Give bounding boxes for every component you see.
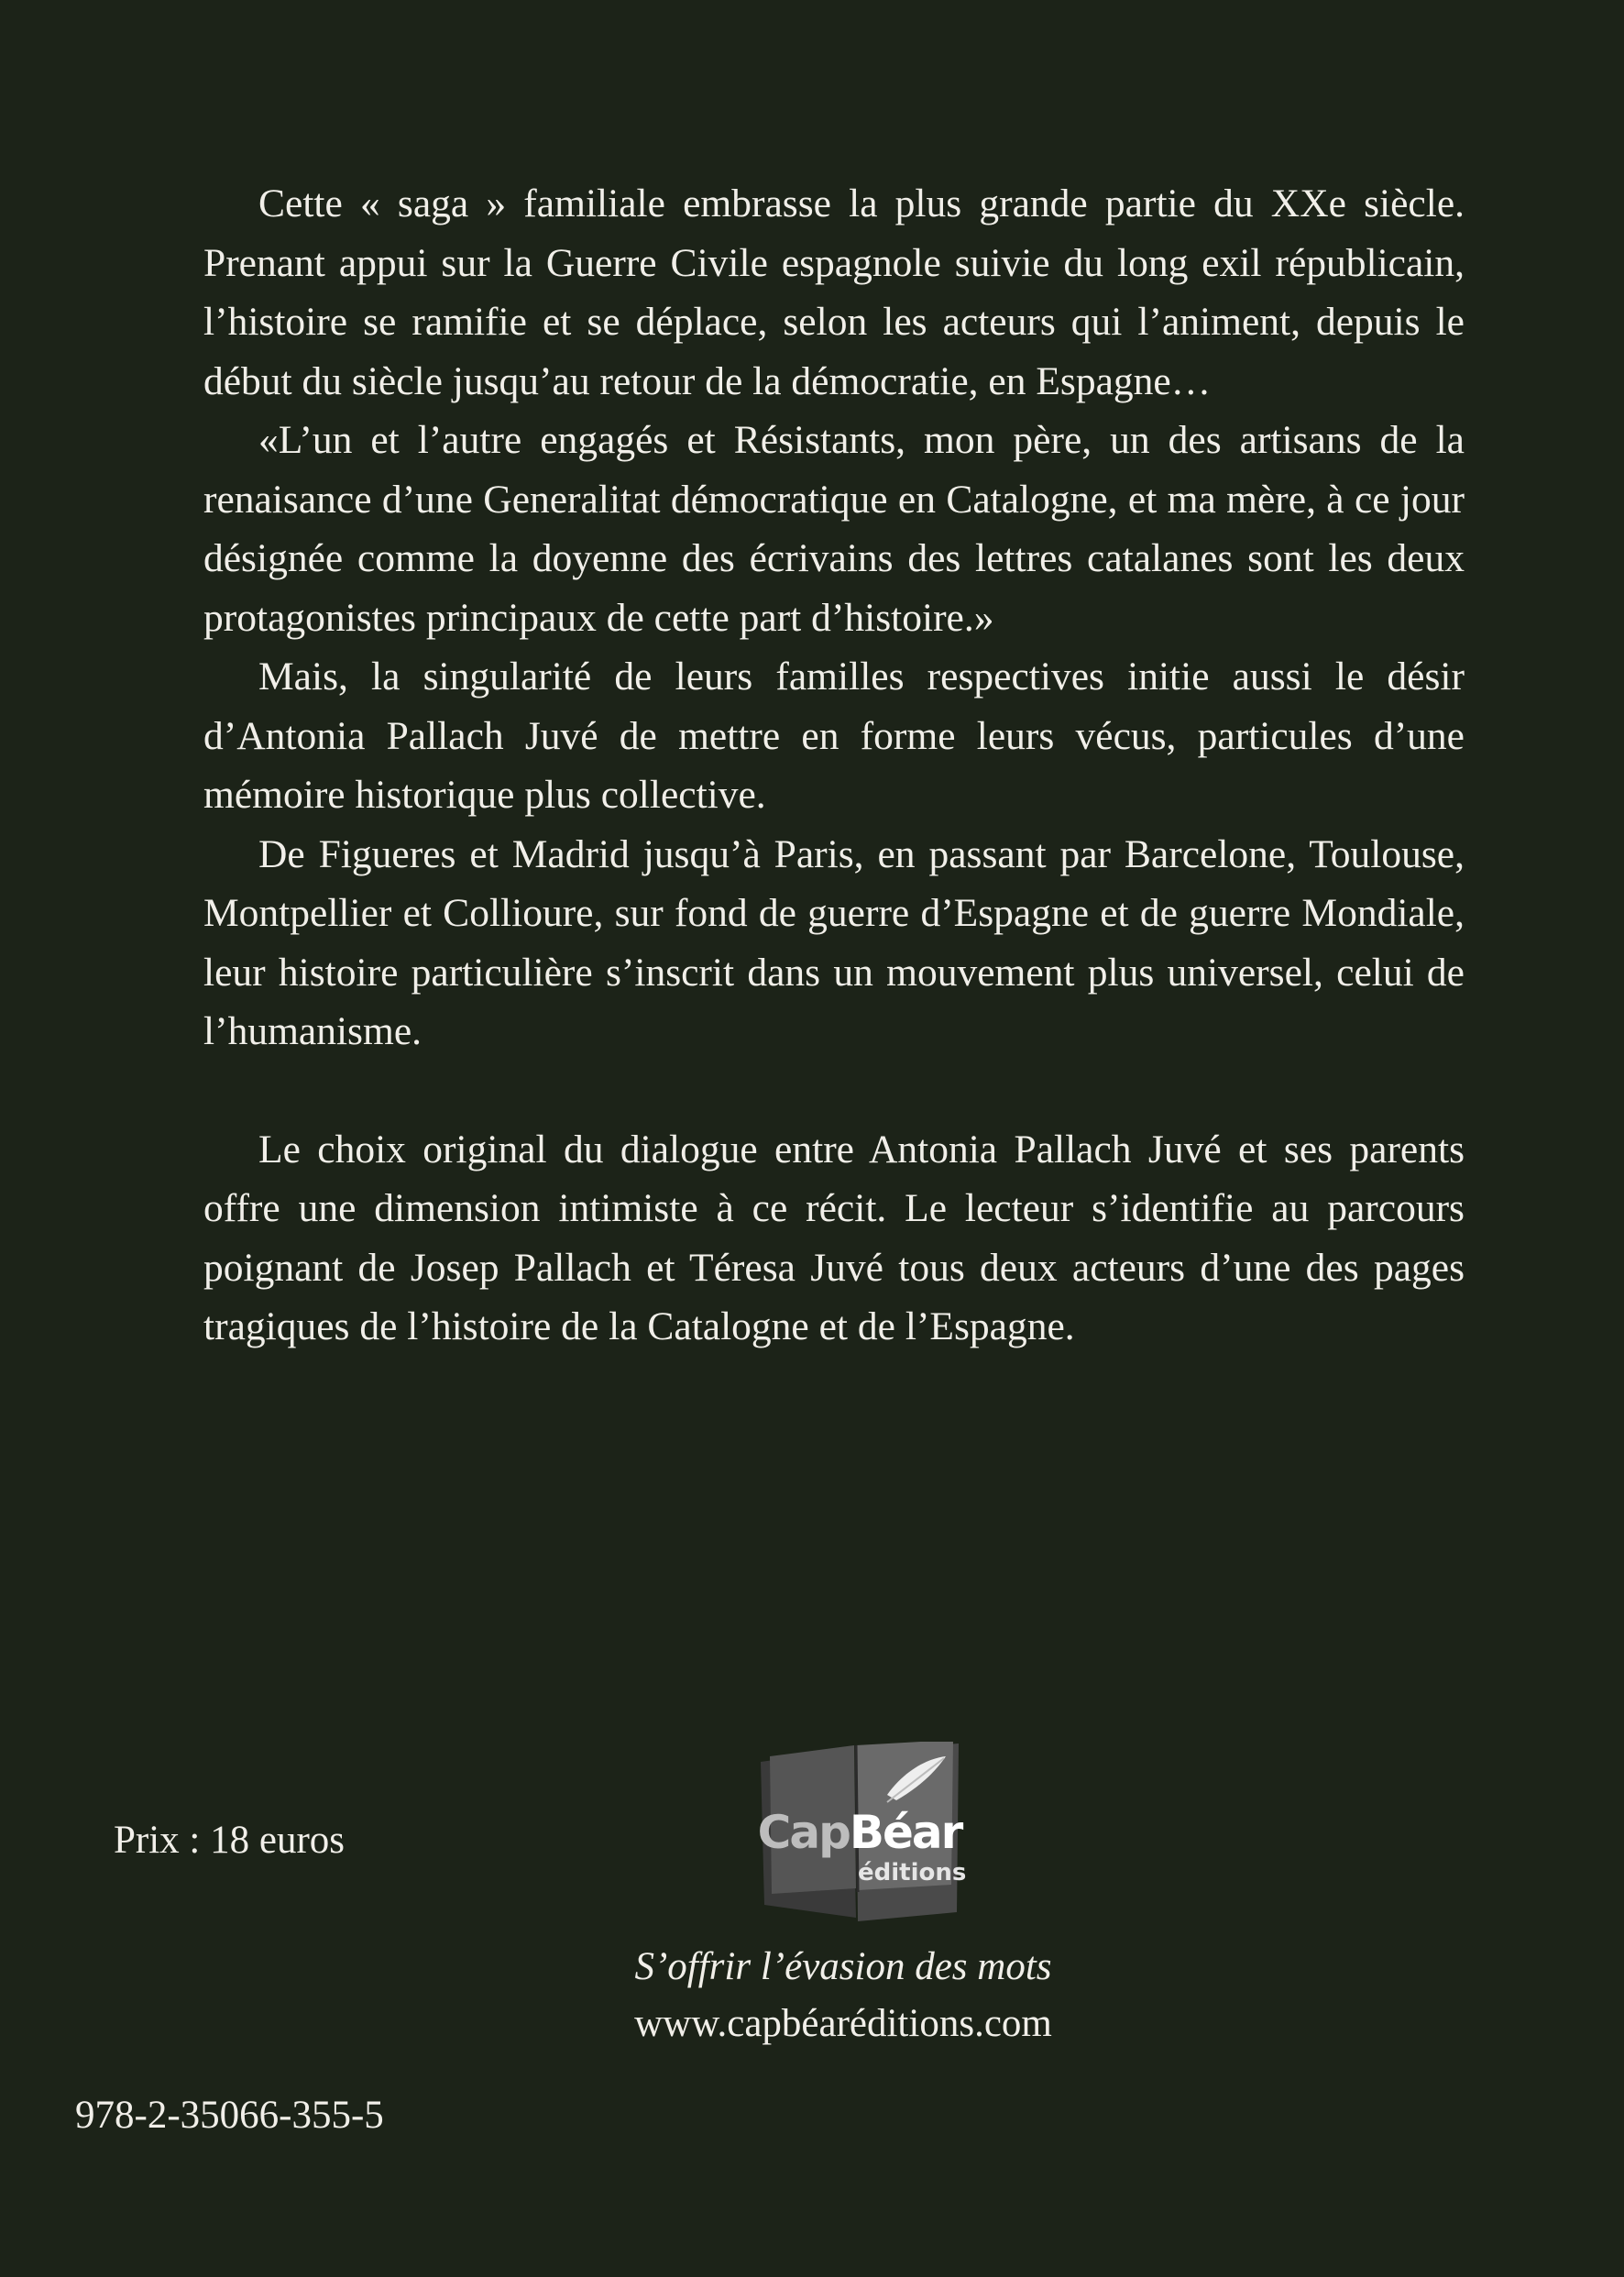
logo-editions-text: éditions bbox=[858, 1859, 967, 1886]
logo-cap-text: Cap bbox=[757, 1806, 850, 1859]
logo-wordmark bbox=[750, 1808, 970, 1857]
isbn-number: 978-2-35066-355-5 bbox=[75, 2094, 384, 2137]
publisher-website: www.capbéaréditions.com bbox=[634, 2002, 1052, 2045]
blurb-paragraph-5: Le choix original du dialogue entre Antonia Pallach Juvé et ses parents offre une dimension intimiste à ce récit. Le lecteur s’identifie au parcours poignant de Josep Pallach et Téresa Juvé tous deux acteurs d’une des pages tragiques de l’histoire de la Catalogne et de l’Espagne. bbox=[203, 1127, 1465, 1348]
logo-bear-text: Béar bbox=[849, 1806, 962, 1859]
blurb-paragraph-1: Cette « saga » familiale embrasse la plus grande partie du XXe siècle. Prenant appui sur la Guerre Civile espagnole suivie du long exil républicain, l’histoire se ramifie et se déplace, selon les acteurs qui l’animent, depuis le début du siècle jusqu’au retour de la démocratie, en Espagne… bbox=[203, 182, 1465, 403]
publisher-tagline: S’offrir l’évasion des mots bbox=[634, 1945, 1052, 1988]
blurb-paragraph-2: «L’un et l’autre engagés et Résistants, mon père, un des artisans de la renaisance d’une Generalitat démocratique en Catalogne, et ma mère, à ce jour désignée comme la doyenne des écrivains des lettres catalanes sont les deux protagonistes principaux de cette part d’histoire.» bbox=[203, 418, 1465, 640]
blurb-paragraph-4: De Figueres et Madrid jusqu’à Paris, en passant par Barcelone, Toulouse, Montpellier et Collioure, sur fond de guerre d’Espagne et de guerre Mondiale, leur histoire particulière s’inscrit dans un mouvement plus universel, celui de l’humanisme. bbox=[203, 831, 1465, 1053]
back-cover-blurb bbox=[203, 174, 1465, 1357]
price-label: Prix : 18 euros bbox=[114, 1819, 346, 1862]
blurb-paragraph-3: Mais, la singularité de leurs familles respectives initie aussi le désir d’Antonia Pallach Juvé de mettre en forme leurs vécus, particules d’une mémoire historique plus collective. bbox=[203, 654, 1465, 817]
publisher-logo bbox=[750, 1742, 970, 1925]
